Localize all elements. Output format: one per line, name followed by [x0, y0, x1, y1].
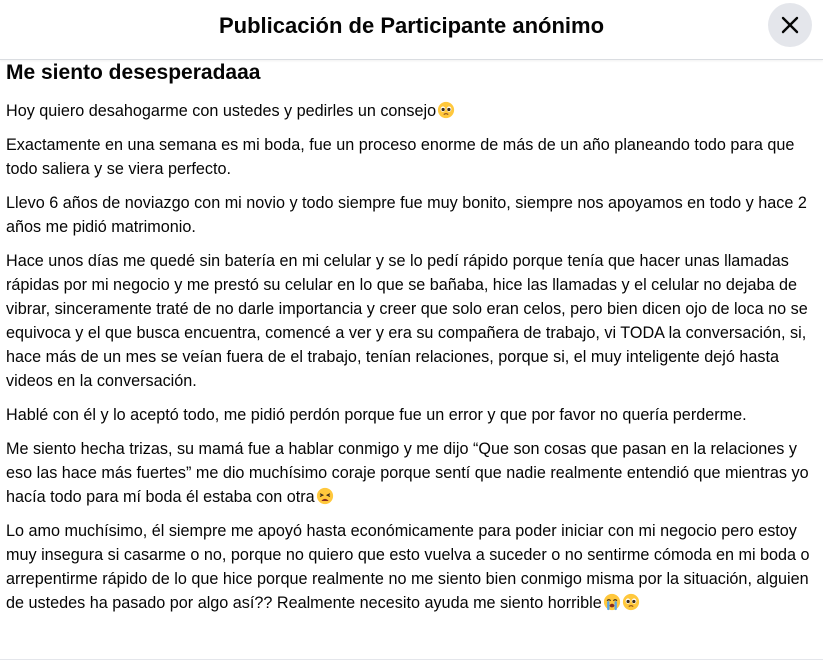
dialog-title: Publicación de Participante anónimo — [218, 13, 605, 38]
post-paragraph — [6, 437, 816, 509]
post-paragraph: Exactamente en una semana es mi boda, fue un proceso enorme de más de un año planeando todo para que todo saliera y se viera perfecto. — [6, 136, 795, 178]
post-paragraph: Hablé con él y lo aceptó todo, me pidió perdón porque fue un error y que por favor no quería perderme. — [6, 406, 747, 424]
close-icon — [780, 15, 800, 35]
paragraph-text: Me siento hecha trizas, su mamá fue a hablar conmigo y me dijo “Que son cosas que pasan en la relaciones y eso las hace más fuertes” me dio muchísimo coraje porque sentí que nadie realmente entendió que mientras yo hacía todo para mí boda él estaba con otra — [6, 440, 809, 506]
post-body — [6, 59, 816, 625]
loudly-crying-face-icon — [603, 593, 621, 611]
post-paragraph — [6, 519, 816, 615]
tired-face-icon — [316, 487, 334, 505]
post-paragraph: Hace unos días me quedé sin batería en mi celular y se lo pedí rápido porque tenía que hacer unas llamadas rápidas por mi negocio y me prestó su celular en lo que se bañaba, hice las llamadas y el celular no dejaba de vibrar, sinceramente traté de no darle importancia y creer que solo eran celos, pero bien dicen ojo de loca no se equivoca y el que busca encuentra, comencé a ver y era su compañera de trabajo, vi TODA la conversación, si, hace más de un mes se veían fuera de el trabajo, tenían relaciones, porque si, el muy inteligente dejó hasta videos en la conversación. — [6, 252, 808, 390]
pleading-face-icon — [622, 593, 640, 611]
dialog-header — [0, 0, 823, 60]
post-title: Me siento desesperadaaa — [6, 61, 261, 84]
divider — [0, 659, 823, 660]
paragraph-text: Hoy quiero desahogarme con ustedes y pedirles un consejo — [6, 102, 437, 120]
pleading-face-icon — [437, 101, 455, 119]
close-button[interactable] — [768, 3, 812, 47]
post-paragraph — [6, 99, 816, 123]
post-paragraph: Llevo 6 años de noviazgo con mi novio y todo siempre fue muy bonito, siempre nos apoyamos en todo y hace 2 años me pidió matrimonio. — [6, 194, 807, 236]
paragraph-text: Lo amo muchísimo, él siempre me apoyó hasta económicamente para poder iniciar con mi negocio pero estoy muy insegura si casarme o no, porque no quiero que esto vuelva a suceder o no sentirme cómoda en mi boda o arrepentirme rápido de lo que hice porque realmente no me siento bien conmigo misma por la situación, alguien de ustedes ha pasado por algo así?? Realmente necesito ayuda me siento horrible — [6, 522, 810, 612]
